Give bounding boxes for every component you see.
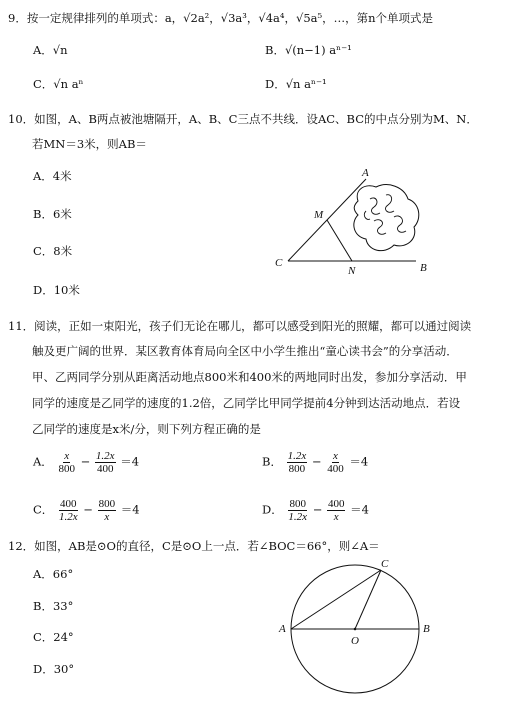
q12-stem: 12．如图，AB是⊙O的直径，C是⊙O上一点．若∠BOC＝66°，则∠A＝ (8, 539, 380, 553)
q11-stem-line2: 触及更广阔的世界．某区教育体育局向全区中小学生推出“童心读书会”的分享活动． (32, 344, 458, 358)
label-a: A (279, 623, 286, 635)
frac-numerator: 1.2x (95, 450, 115, 462)
minus-sign: − (311, 454, 322, 469)
q9-option-a[interactable]: A．√n (33, 43, 68, 57)
circle-figure (275, 556, 445, 696)
equals-value: ＝4 (349, 454, 369, 469)
q9-option-b[interactable]: B．√(n−1) aⁿ⁻¹ (265, 43, 352, 57)
frac-numerator: 800 (289, 498, 306, 510)
q11-option-a-frac2 (95, 450, 116, 475)
q12-option-a[interactable]: A．66° (33, 567, 74, 581)
q9-option-d[interactable]: D．√n aⁿ⁻¹ (265, 77, 327, 91)
frac-denominator: x (333, 511, 339, 523)
frac-denominator: 800 (288, 463, 306, 475)
q11-option-d-frac1 (287, 498, 308, 523)
q11-option-b-frac1 (287, 450, 308, 475)
q10-option-a[interactable]: A．4米 (33, 169, 72, 183)
frac-denominator: 1.2x (288, 511, 308, 523)
equals-value: ＝4 (120, 454, 140, 469)
q12-option-d[interactable]: D．30° (33, 662, 75, 676)
q11-option-c-label: C． (33, 502, 54, 517)
frac-numerator: x (64, 450, 70, 462)
q11-option-b[interactable] (262, 450, 368, 475)
q11-option-b-label: B． (262, 454, 282, 469)
frac-denominator: 400 (96, 463, 114, 475)
q11-option-a-label: A． (33, 454, 53, 469)
center-point (354, 628, 357, 631)
q11-option-b-frac2 (326, 450, 345, 475)
q11-option-a[interactable] (33, 450, 139, 475)
label-a: A (362, 167, 369, 179)
q12-option-b[interactable]: B．33° (33, 599, 74, 613)
q10-option-d[interactable]: D．10米 (33, 283, 80, 297)
label-b: B (423, 623, 430, 635)
minus-sign: − (83, 502, 93, 517)
frac-numerator: x (333, 450, 338, 462)
frac-numerator: 1.2x (287, 450, 307, 462)
label-m: M (314, 209, 324, 221)
q11-stem-line4: 同学的速度是乙同学的速度的1.2倍，乙同学比甲同学提前4分钟到达活动地点．若设 (32, 396, 461, 410)
q11-option-a-frac1 (57, 450, 76, 475)
equals-value: ＝4 (120, 502, 140, 517)
frac-denominator: 800 (58, 463, 75, 475)
pond-triangle-figure (270, 165, 440, 280)
label-o: O (351, 635, 359, 647)
frac-numerator: 400 (327, 498, 345, 510)
q11-option-d-frac2 (327, 498, 346, 523)
frac-denominator: x (104, 511, 110, 523)
label-n: N (348, 265, 356, 277)
q11-option-c[interactable] (33, 498, 140, 523)
equals-value: ＝4 (350, 502, 369, 517)
minus-sign: − (312, 502, 323, 517)
q10-option-b[interactable]: B．6米 (33, 207, 72, 221)
q9-option-c[interactable]: C．√n aⁿ (33, 77, 84, 91)
frac-numerator: 800 (98, 498, 116, 510)
label-c: C (381, 558, 389, 570)
q11-stem-line5: 乙同学的速度是x米/分，则下列方程正确的是 (32, 422, 261, 436)
frac-denominator: 400 (327, 463, 344, 475)
q11-stem-line1: 11．阅读，正如一束阳光，孩子们无论在哪儿，都可以感受到阳光的照耀，都可以通过阅读 (8, 319, 472, 333)
q9-stem: 9．按一定规律排列的单项式：a，√2a²，√3a³，√4a⁴，√5a⁵，…，第n个单项式是 (8, 11, 434, 25)
q10-stem-line2: 若MN＝3米，则AB＝ (32, 137, 147, 151)
minus-sign: − (80, 454, 91, 469)
label-c: C (275, 257, 283, 269)
q11-option-c-frac1 (58, 498, 79, 523)
q10-stem-line1: 10．如图，A、B两点被池塘隔开，A、B、C三点不共线．设AC、BC的中点分别为M、N． (8, 112, 478, 126)
frac-numerator: 400 (60, 498, 77, 510)
label-b: B (420, 262, 427, 274)
q11-option-d-label: D． (262, 502, 283, 517)
segment-mn (327, 220, 352, 261)
q10-option-c[interactable]: C．8米 (33, 244, 73, 258)
q11-stem-line3: 甲、乙两同学分别从距离活动地点800米和400米的两地同时出发，参加分享活动．甲 (32, 370, 467, 384)
q11-option-d[interactable] (262, 498, 369, 523)
q11-option-c-frac2 (98, 498, 117, 523)
q12-option-c[interactable]: C．24° (33, 630, 74, 644)
frac-denominator: 1.2x (58, 511, 78, 523)
